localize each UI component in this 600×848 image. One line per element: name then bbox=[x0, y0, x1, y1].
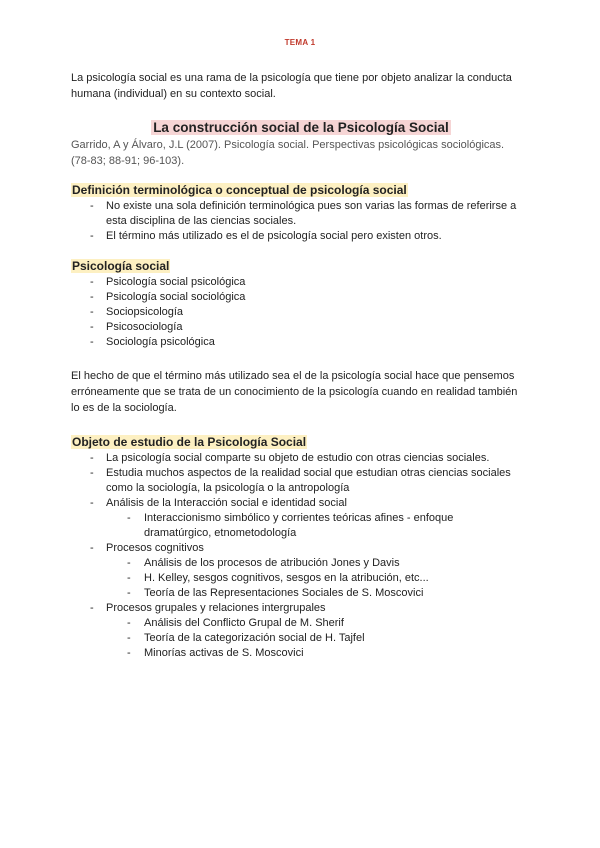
sub-list-item: - Minorías activas de S. Moscovici bbox=[71, 646, 531, 661]
list-item: - Estudia muchos aspectos de la realidad social que estudian otras ciencias sociales como la sociología, la psicología o la antropología bbox=[71, 466, 531, 496]
section-heading-definicion: Definición terminológica o conceptual de psicología social bbox=[72, 183, 407, 197]
page-header: TEMA 1 bbox=[284, 38, 316, 47]
sub-list-item: - Interaccionismo simbólico y corrientes teóricas afines - enfoque dramatúrgico, etnometodología bbox=[71, 511, 531, 541]
intro-paragraph bbox=[71, 70, 531, 102]
sub-list-item: - Teoría de la categorización social de H. Tajfel bbox=[71, 631, 531, 646]
sub-list-item: - Análisis del Conflicto Grupal de M. Sherif bbox=[71, 616, 531, 631]
list-item: - Análisis de la Interacción social e identidad social bbox=[71, 496, 531, 511]
main-title: La construcción social de la Psicología Social bbox=[153, 120, 449, 135]
intro-line: humana (individual) en su contexto social. bbox=[71, 88, 276, 100]
reference-line: (78-83; 88-91; 96-103). bbox=[71, 155, 185, 167]
psicologia-list bbox=[71, 275, 531, 350]
list-item: - El término más utilizado es el de psicología social pero existen otros. bbox=[71, 229, 531, 244]
list-item: - Sociopsicología bbox=[71, 305, 531, 320]
sub-list-item: - Análisis de los procesos de atribución Jones y Davis bbox=[71, 556, 531, 571]
intro-line: La psicología social es una rama de la psicología que tiene por objeto analizar la conducta bbox=[71, 72, 512, 84]
list-item: - Psicología social sociológica bbox=[71, 290, 531, 305]
body-paragraph: El hecho de que el término más utilizado sea el de la psicología social hace que pensemos erróneamente que se trata de un conocimiento de la psicología cuando en realidad también lo es de la sociología. bbox=[71, 370, 518, 414]
definicion-list bbox=[71, 199, 531, 244]
objeto-list bbox=[71, 451, 531, 661]
section-heading-psicologia-social: Psicología social bbox=[72, 259, 170, 273]
sub-list-item: - Teoría de las Representaciones Sociales de S. Moscovici bbox=[71, 586, 531, 601]
reference bbox=[71, 137, 531, 169]
list-item: - Sociología psicológica bbox=[71, 335, 531, 350]
sub-list-item: - H. Kelley, sesgos cognitivos, sesgos en la atribución, etc... bbox=[71, 571, 531, 586]
list-item: - No existe una sola definición terminológica pues son varias las formas de referirse a esta disciplina de las ciencias sociales. bbox=[71, 199, 531, 229]
list-item: - La psicología social comparte su objeto de estudio con otras ciencias sociales. bbox=[71, 451, 531, 466]
section-heading-objeto: Objeto de estudio de la Psicología Social bbox=[72, 435, 307, 449]
list-item: - Psicosociología bbox=[71, 320, 531, 335]
document-body bbox=[71, 70, 531, 661]
reference-line: Garrido, A y Álvaro, J.L (2007). Psicología social. Perspectivas psicológicas sociológicas. bbox=[71, 139, 505, 151]
list-item: - Procesos grupales y relaciones intergrupales bbox=[71, 601, 531, 616]
list-item: - Psicología social psicológica bbox=[71, 275, 531, 290]
list-item: - Procesos cognitivos bbox=[71, 541, 531, 556]
